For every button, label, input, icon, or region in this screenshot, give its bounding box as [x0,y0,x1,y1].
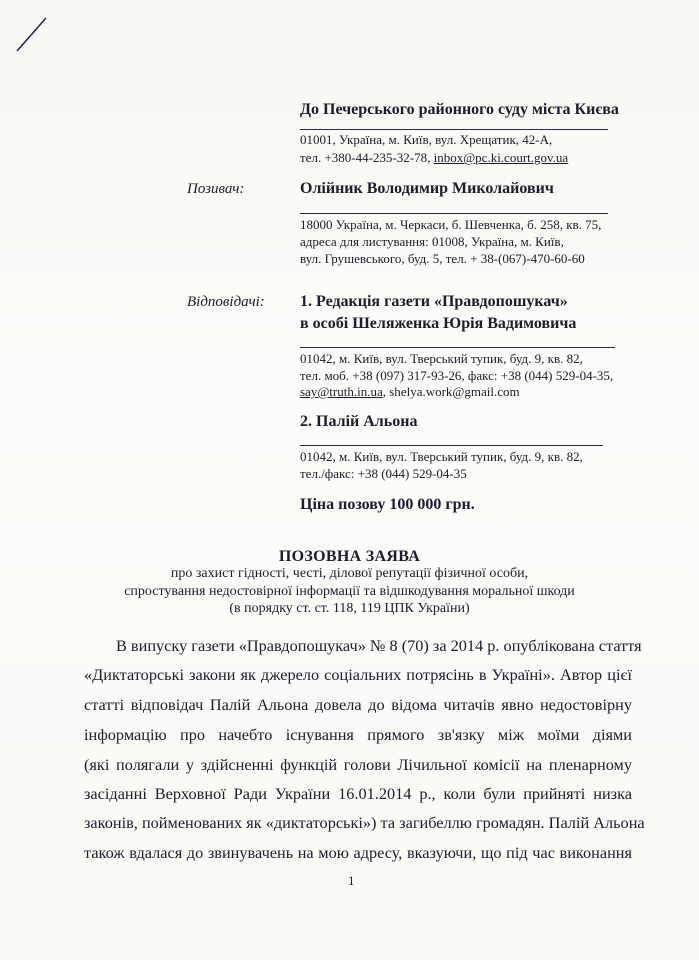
body-line-6: засіданні Верховної Ради України 16.01.2014 р., коли були прийняті низка [84,784,632,803]
pen-stroke-mark [14,14,50,54]
court-title: До Печерського районного суду міста Києва [300,101,619,118]
body-line-7: законів, пойменованих як «диктаторські») та загибеллю громадян. Палій Альона [84,813,645,832]
plaintiff-line3: вул. Грушевського, буд. 5, тел. + 38-(067)-470-60-60 [300,251,585,266]
body-line-8: також вдалася до звинувачень на мою адресу, вказуючи, що під час виконання [84,843,632,862]
court-email: inbox@pc.ki.court.gov.ua [433,150,569,165]
document-title: ПОЗОВНА ЗАЯВА [278,548,421,565]
defendants-label: Відповідачі: [187,294,265,310]
plaintiff-name: Олійник Володимир Миколайович [300,180,554,197]
defendant1-emails [300,384,520,400]
body-line-5: (які полягали у здійсненні функцій голови Лічильної комісії на пленарному [84,755,632,774]
body-line-2: «Диктаторські закони як джерело соціальних потрясінь в Україні». Автор цієї [84,665,632,684]
defendant2-rule [300,445,603,446]
document-subtitle-3: (в порядку ст. ст. 118, 119 ЦПК України) [229,601,470,616]
body-line-3: статті відповідач Палій Альона довела до відома читачів явно недостовірну [84,695,632,714]
body-line-4: інформацію про начебто існування прямого зв'язку між моїми діями [84,725,632,744]
document-subtitle-1: про захист гідності, честі, ділової репутації фізичної особи, [170,566,529,581]
plaintiff-line2: адреса для листування: 01008, Україна, м. Київ, [300,234,564,249]
defendant2-name: 2. Палій Альона [300,413,418,430]
court-address: 01001, Україна, м. Київ, вул. Хрещатик, 42-А, [300,132,553,147]
defendant1-rule [300,347,615,348]
document-subtitle-2: спростування недостовірної інформації та відшкодування моральної шкоди [124,584,575,599]
defendant1-line2: тел. моб. +38 (097) 317-93-26, факс: +38 (044) 529-04-35, [300,368,614,383]
plaintiff-label: Позивач: [187,181,245,197]
defendant2-line2: тел./факс: +38 (044) 529-04-35 [300,466,467,481]
court-rule [300,129,608,130]
defendant1-email1: say@truth.in.ua [300,384,383,399]
plaintiff-rule [300,213,608,214]
defendant1-name-line2: в особі Шеляженка Юрія Вадимовича [300,315,577,332]
defendant1-line1: 01042, м. Київ, вул. Тверський тупик, буд. 9, кв. 82, [300,351,583,366]
page-number: 1 [348,873,355,888]
court-phone: тел. +380-44-235-32-78, [300,150,431,165]
plaintiff-line1: 18000 Україна, м. Черкаси, б. Шевченка, б. 258, кв. 75, [300,217,602,232]
claim-price: Ціна позову 100 000 грн. [300,496,475,513]
body-line-1: В випуску газети «Правдопошукач» № 8 (70) за 2014 р. опублікована стаття [116,636,642,655]
defendant1-name-line1: 1. Редакція газети «Правдопошукач» [300,293,568,310]
defendant2-line1: 01042, м. Київ, вул. Тверський тупик, буд. 9, кв. 82, [300,449,583,464]
defendant1-email2: , shelya.work@gmail.com [382,384,520,399]
court-contacts [300,150,568,166]
